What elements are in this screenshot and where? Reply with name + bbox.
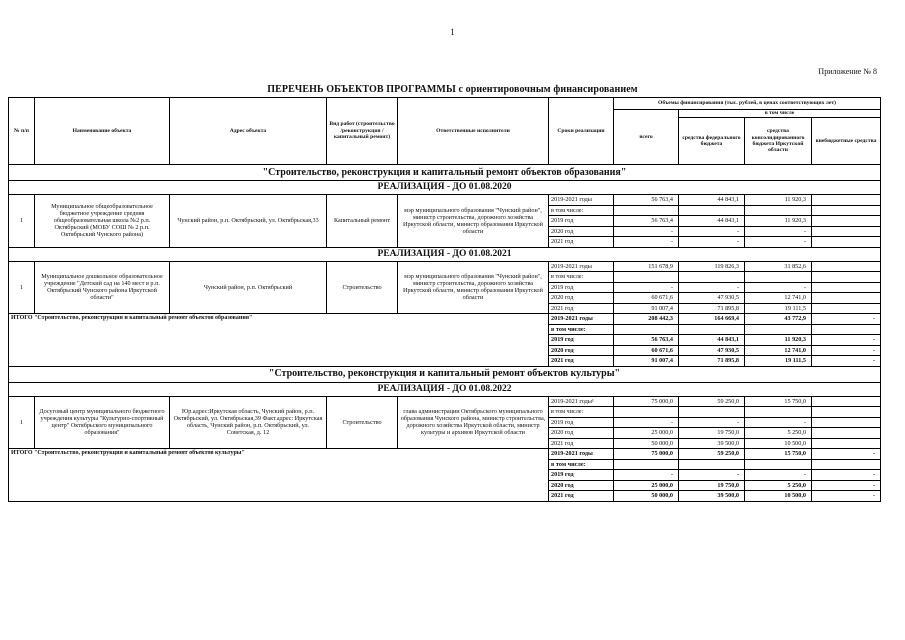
extrabudget-cell <box>812 195 881 206</box>
object-number: 1 <box>9 396 35 449</box>
federal-cell: 59 250,0 <box>679 396 745 407</box>
regional-cell: 10 500,0 <box>745 438 812 449</box>
regional-cell: - <box>745 237 812 248</box>
section-title: "Строительство, реконструкция и капитальный ремонт объектов культуры" <box>9 366 881 382</box>
total-sum-cell: 208 442,3 <box>614 314 679 325</box>
header-terms: Сроки реализации <box>549 98 614 165</box>
total-term-cell: 2019 год <box>549 335 614 346</box>
extrabudget-cell <box>812 428 881 439</box>
table-body <box>9 165 881 502</box>
header-federal: средства федерального бюджета <box>679 118 745 165</box>
term-cell: 2021 год <box>549 438 614 449</box>
total-extrabudget-cell <box>812 459 881 470</box>
total-extrabudget-cell: - <box>812 491 881 502</box>
extrabudget-cell <box>812 282 881 293</box>
federal-cell: 19 750,0 <box>679 428 745 439</box>
total-term-cell: 2021 год <box>549 491 614 502</box>
total-federal-cell: 44 843,1 <box>679 335 745 346</box>
total-cell <box>614 205 679 216</box>
extrabudget-cell <box>812 438 881 449</box>
extrabudget-cell <box>812 396 881 407</box>
extrabudget-cell <box>812 237 881 248</box>
federal-cell <box>679 272 745 283</box>
total-term-cell: 2021 год <box>549 356 614 367</box>
object-number: 1 <box>9 261 35 314</box>
federal-cell: - <box>679 237 745 248</box>
total-cell: - <box>614 282 679 293</box>
extrabudget-cell <box>812 226 881 237</box>
total-cell: 56 763,4 <box>614 216 679 227</box>
header-name: Наименование объекта <box>35 98 170 165</box>
term-cell: 2019-2021 годы¹ <box>549 396 614 407</box>
term-cell: 2019-2021 годы <box>549 261 614 272</box>
regional-cell: 11 920,3 <box>745 216 812 227</box>
total-cell: 56 763,4 <box>614 195 679 206</box>
header-num: № п/п <box>9 98 35 165</box>
extrabudget-cell <box>812 293 881 304</box>
total-sum-cell: 75 000,0 <box>614 449 679 460</box>
total-term-cell: в том числе: <box>549 459 614 470</box>
total-federal-cell <box>679 459 745 470</box>
total-regional-cell: 11 920,3 <box>745 335 812 346</box>
deadline-heading: РЕАЛИЗАЦИЯ - ДО 01.08.2020 <box>9 181 881 195</box>
term-cell: в том числе: <box>549 272 614 283</box>
total-regional-cell: 10 500,0 <box>745 491 812 502</box>
total-extrabudget-cell: - <box>812 480 881 491</box>
regional-cell: 11 920,3 <box>745 195 812 206</box>
section-total-label: ИТОГО "Строительство, реконструкция и капитальный ремонт объектов культуры" <box>9 449 549 502</box>
total-cell: - <box>614 417 679 428</box>
total-regional-cell: - <box>745 470 812 481</box>
regional-cell: - <box>745 417 812 428</box>
total-cell: 60 671,6 <box>614 293 679 304</box>
total-regional-cell: 43 772,9 <box>745 314 812 325</box>
regional-cell: - <box>745 226 812 237</box>
document-title: ПЕРЕЧЕНЬ ОБЪЕКТОВ ПРОГРАММЫ с ориентировочным финансированием <box>267 84 638 95</box>
total-regional-cell <box>745 459 812 470</box>
object-address: Чунский район, р.п. Октябрьский, ул. Октябрьская,33 <box>170 195 327 248</box>
deadline-heading: РЕАЛИЗАЦИЯ - ДО 01.08.2021 <box>9 247 881 261</box>
header-work-type: Вид работ (строительство /реконструкция /капитальный ремонт) <box>327 98 398 165</box>
federal-cell: 44 843,1 <box>679 195 745 206</box>
regional-cell: 19 111,5 <box>745 303 812 314</box>
total-cell <box>614 272 679 283</box>
total-sum-cell <box>614 324 679 335</box>
total-regional-cell: 12 741,0 <box>745 345 812 356</box>
total-cell <box>614 407 679 418</box>
total-term-cell: 2019 год <box>549 470 614 481</box>
regional-cell: 31 852,6 <box>745 261 812 272</box>
program-objects-table <box>8 97 881 502</box>
federal-cell: - <box>679 417 745 428</box>
extrabudget-cell <box>812 407 881 418</box>
object-work-type: Строительство <box>327 261 398 314</box>
total-regional-cell <box>745 324 812 335</box>
total-federal-cell: 164 669,4 <box>679 314 745 325</box>
object-responsible: глава администрации Октябрьского муниципального образования Чунского района, министр строительства, дорожного хозяйства Иркутской области, министр культуры и архивов Иркутской области <box>398 396 549 449</box>
page-number: 1 <box>450 27 455 37</box>
federal-cell: - <box>679 282 745 293</box>
total-federal-cell: 47 930,5 <box>679 345 745 356</box>
total-federal-cell <box>679 324 745 335</box>
total-sum-cell: 91 007,4 <box>614 356 679 367</box>
total-term-cell: 2019-2021 годы <box>549 449 614 460</box>
term-cell: в том числе: <box>549 205 614 216</box>
term-cell: 2019 год <box>549 216 614 227</box>
federal-cell <box>679 205 745 216</box>
total-extrabudget-cell: - <box>812 356 881 367</box>
object-address: Юр.адрес:Иркутская область, Чунский район, р.п. Октябрьский, ул. Октябрьская,39 Факт.адрес: Иркутская область, Чунский район, р.п. Октябрьский, ул. Советская, д. 12 <box>170 396 327 449</box>
term-cell: 2019 год <box>549 282 614 293</box>
term-cell: в том числе: <box>549 407 614 418</box>
total-extrabudget-cell: - <box>812 449 881 460</box>
total-cell: 91 007,4 <box>614 303 679 314</box>
total-sum-cell: 60 671,6 <box>614 345 679 356</box>
total-federal-cell: 59 250,0 <box>679 449 745 460</box>
header-responsible: Ответственные исполнители <box>398 98 549 165</box>
header-total: всего <box>614 110 679 165</box>
total-cell: 25 000,0 <box>614 428 679 439</box>
term-cell: 2020 год <box>549 293 614 304</box>
total-federal-cell: - <box>679 470 745 481</box>
object-work-type: Капитальный ремонт <box>327 195 398 248</box>
regional-cell: - <box>745 282 812 293</box>
deadline-heading: РЕАЛИЗАЦИЯ - ДО 01.08.2022 <box>9 382 881 396</box>
object-name: Досуговый центр муниципального бюджетного учреждения культуры "Культурно-спортивный центр" Октябрьского муниципального образования" <box>35 396 170 449</box>
regional-cell <box>745 205 812 216</box>
object-responsible: мэр муниципального образования "Чунский район", министр строительства, дорожного хозяйства Иркутской области, министр образования Иркутской области <box>398 261 549 314</box>
total-term-cell: 2020 год <box>549 345 614 356</box>
extrabudget-cell <box>812 417 881 428</box>
total-regional-cell: 5 250,0 <box>745 480 812 491</box>
appendix-label: Приложение № 8 <box>818 67 877 76</box>
federal-cell: - <box>679 226 745 237</box>
total-sum-cell <box>614 459 679 470</box>
total-cell: - <box>614 226 679 237</box>
header-including: в том числе <box>679 110 881 118</box>
total-extrabudget-cell: - <box>812 470 881 481</box>
regional-cell: 12 741,0 <box>745 293 812 304</box>
regional-cell <box>745 272 812 283</box>
total-term-cell: 2019-2021 годы <box>549 314 614 325</box>
total-federal-cell: 19 750,0 <box>679 480 745 491</box>
term-cell: 2021 год <box>549 237 614 248</box>
regional-cell <box>745 407 812 418</box>
total-regional-cell: 19 111,5 <box>745 356 812 367</box>
object-address: Чунский район, р.п. Октябрьский <box>170 261 327 314</box>
total-federal-cell: 39 500,0 <box>679 491 745 502</box>
extrabudget-cell <box>812 216 881 227</box>
total-sum-cell: 25 000,0 <box>614 480 679 491</box>
total-extrabudget-cell <box>812 324 881 335</box>
object-name: Муниципальное общеобразовательное бюджетное учреждение средняя общеобразовательная школа №2 р.п. Октябрьский (МОБУ СОШ № 2 р.п. Октябрьский Чунского района) <box>35 195 170 248</box>
header-extrabudget: внебюджетные средства <box>812 118 881 165</box>
object-number: 1 <box>9 195 35 248</box>
total-federal-cell: 71 895,8 <box>679 356 745 367</box>
total-extrabudget-cell: - <box>812 335 881 346</box>
total-regional-cell: 15 750,0 <box>745 449 812 460</box>
term-cell: 2020 год <box>549 428 614 439</box>
total-sum-cell: 50 000,0 <box>614 491 679 502</box>
extrabudget-cell <box>812 303 881 314</box>
federal-cell: 119 826,3 <box>679 261 745 272</box>
object-work-type: Строительство <box>327 396 398 449</box>
header-volume: Объемы финансирования (тыс. рублей, в ценах соответствующих лет) <box>614 98 881 110</box>
total-sum-cell: - <box>614 470 679 481</box>
extrabudget-cell <box>812 272 881 283</box>
term-cell: 2020 год <box>549 226 614 237</box>
total-term-cell: 2020 год <box>549 480 614 491</box>
object-responsible: мэр муниципального образования "Чунский район", министр строительства, дорожного хозяйства Иркутской области, министр образования Иркутской области <box>398 195 549 248</box>
federal-cell: 39 500,0 <box>679 438 745 449</box>
term-cell: 2019-2021 годы <box>549 195 614 206</box>
object-name: Муниципальное дошкольное образовательное учреждение "Детский сад на 140 мест в р.п. Октябрьский Чунского района Иркутской области" <box>35 261 170 314</box>
header-address: Адрес объекта <box>170 98 327 165</box>
total-term-cell: в том числе: <box>549 324 614 335</box>
header-regional: средства консолидированного бюджета Иркутской области <box>745 118 812 165</box>
total-cell: 75 000,0 <box>614 396 679 407</box>
federal-cell: 44 843,1 <box>679 216 745 227</box>
extrabudget-cell <box>812 205 881 216</box>
total-sum-cell: 56 763,4 <box>614 335 679 346</box>
regional-cell: 5 250,0 <box>745 428 812 439</box>
term-cell: 2021 год <box>549 303 614 314</box>
total-extrabudget-cell: - <box>812 345 881 356</box>
total-extrabudget-cell: - <box>812 314 881 325</box>
total-cell: - <box>614 237 679 248</box>
federal-cell <box>679 407 745 418</box>
total-cell: 50 000,0 <box>614 438 679 449</box>
federal-cell: 71 895,8 <box>679 303 745 314</box>
regional-cell: 15 750,0 <box>745 396 812 407</box>
total-cell: 151 678,9 <box>614 261 679 272</box>
term-cell: 2019 год <box>549 417 614 428</box>
extrabudget-cell <box>812 261 881 272</box>
section-title: "Строительство, реконструкция и капитальный ремонт объектов образования" <box>9 165 881 181</box>
section-total-label: ИТОГО "Строительство, реконструкция и капитальный ремонт объектов образования" <box>9 314 549 367</box>
federal-cell: 47 930,5 <box>679 293 745 304</box>
